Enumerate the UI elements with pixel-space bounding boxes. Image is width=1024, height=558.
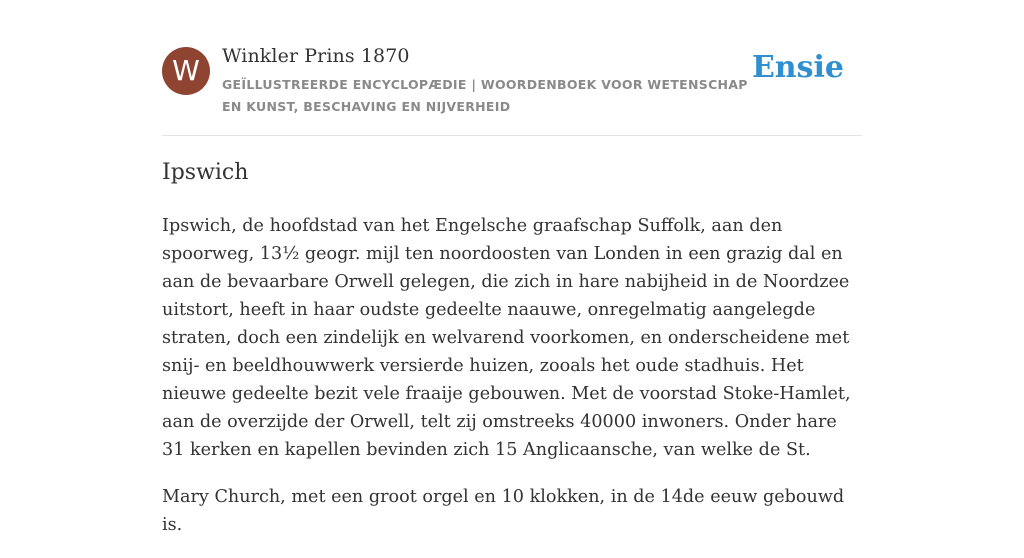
source-avatar[interactable]: W — [162, 47, 210, 95]
ensie-logo[interactable]: Ensie — [751, 50, 844, 85]
source-title[interactable]: Winkler Prins 1870 — [222, 45, 410, 67]
article-paragraph: Mary Church, met een groot orgel en 10 klokken, in de 14de eeuw gebouwd is. — [162, 487, 845, 535]
source-subtitle: GEÏLLUSTREERDE ENCYCLOPÆDIE | WOORDENBOEK VOOR WETENSCHAP EN KUNST, BESCHAVING EN NIJVERHEID — [222, 77, 748, 114]
header-divider — [162, 135, 862, 136]
source-header — [162, 44, 862, 134]
article-body — [162, 212, 862, 558]
article-title: Ipswich — [162, 160, 249, 185]
article-paragraph: Ipswich, de hoofdstad van het Engelsche graafschap Suffolk, aan den spoorweg, 13½ geogr. mijl ten noordoosten van Londen in een grazig dal en aan de bevaarbare Orwell gelegen, die zich in hare nabijheid in de Noordzee uitstort, heeft in haar oudste gedeelte naauwe, onregelmatig aangelegde straten, doch een zindelijk en welvarend voorkomen, en onderscheidene met snij- en beeldhouwwerk versierde huizen, zooals het oude stadhuis. Het nieuwe gedeelte bezit vele fraaije gebouwen. Met de voorstad Stoke-Hamlet, aan de overzijde der Orwell, telt zij omstreeks 40000 inwoners. Onder hare 31 kerken en kapellen bevinden zich 15 Anglicaansche, van welke de St. — [162, 216, 851, 460]
